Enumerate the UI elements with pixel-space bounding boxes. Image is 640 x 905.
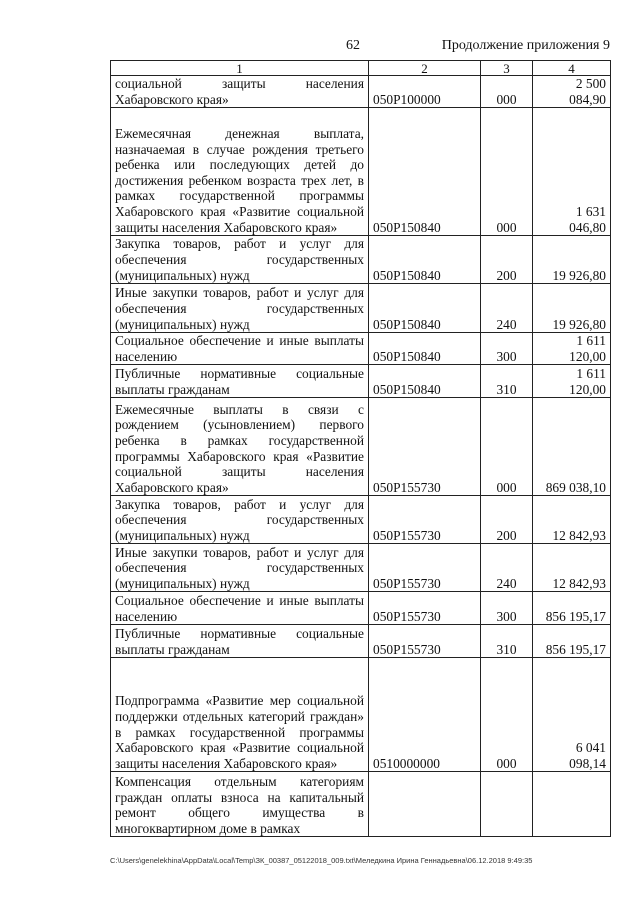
row-expense-type: 200 [481,236,533,284]
row-expense-type: 240 [481,284,533,333]
table-row [111,658,611,772]
table-row [111,496,611,544]
row-description: Социальное обеспечение и иные выплаты населению [111,333,369,365]
row-expense-type: 000 [481,658,533,772]
footer-file-path: C:\Users\genelekhina\AppData\Local\Temp\ЗК_00387_05122018_009.txt\Меледкина Ирина Геннадьевна\06.12.2018 9:49:35 [110,856,533,865]
row-amount: 19 926,80 [533,236,611,284]
row-description: Социальное обеспечение и иные выплаты населению [111,592,369,625]
column-header-1: 1 [111,61,369,76]
row-expense-type [481,772,533,837]
column-header-2: 2 [369,61,481,76]
row-description: Иные закупки товаров, работ и услуг для обеспечения государственных (муниципальных) нужд [111,284,369,333]
table-row [111,592,611,625]
row-expense-type: 310 [481,625,533,658]
appendix-continuation-note: Продолжение приложения 9 [441,38,610,53]
row-description: Ежемесячная денежная выплата, назначаемая в случае рождения третьего ребенка или последующих детей до достижения ребенком возраста трех лет, в рамках государственной программы Хабаровского края «Развитие социальной защиты населения Хабаровского края» [111,108,369,236]
row-amount: 1 631 046,80 [533,108,611,236]
table-row [111,236,611,284]
row-description: социальной защиты населения Хабаровского края» [111,76,369,108]
table-row [111,772,611,837]
row-target-code: 050P150840 [369,333,481,365]
row-expense-type: 200 [481,496,533,544]
table-row [111,76,611,108]
row-amount: 19 926,80 [533,284,611,333]
row-expense-type: 300 [481,333,533,365]
table-row [111,108,611,236]
row-description: Закупка товаров, работ и услуг для обеспечения государственных (муниципальных) нужд [111,496,369,544]
row-target-code: 050P100000 [369,76,481,108]
page-number: 62 [346,38,360,53]
row-amount: 6 041 098,14 [533,658,611,772]
page-header [0,38,640,58]
row-expense-type: 000 [481,76,533,108]
table-row [111,365,611,398]
row-description: Закупка товаров, работ и услуг для обеспечения государственных (муниципальных) нужд [111,236,369,284]
row-description: Публичные нормативные социальные выплаты гражданам [111,625,369,658]
row-amount: 12 842,93 [533,544,611,592]
row-target-code: 050P155730 [369,398,481,496]
table-row [111,625,611,658]
row-amount: 1 611 120,00 [533,333,611,365]
row-amount: 856 195,17 [533,592,611,625]
row-description: Публичные нормативные социальные выплаты гражданам [111,365,369,398]
row-expense-type: 000 [481,398,533,496]
row-description: Иные закупки товаров, работ и услуг для обеспечения государственных (муниципальных) нужд [111,544,369,592]
row-description: Ежемесячные выплаты в связи с рождением (усыновлением) первого ребенка в рамках государственной программы Хабаровского края «Развитие социальной защиты населения Хабаровского края» [111,398,369,496]
row-expense-type: 310 [481,365,533,398]
budget-table [110,60,611,837]
row-expense-type: 240 [481,544,533,592]
row-amount: 2 500 084,90 [533,76,611,108]
row-amount: 12 842,93 [533,496,611,544]
row-amount: 869 038,10 [533,398,611,496]
table-row [111,284,611,333]
row-description: Подпрограмма «Развитие мер социальной поддержки отдельных категорий граждан» в рамках государственной программы Хабаровского края «Развитие социальной защиты населения Хабаровского края» [111,658,369,772]
table-row [111,398,611,496]
row-target-code: 050P150840 [369,236,481,284]
row-amount: 856 195,17 [533,625,611,658]
row-description: Компенсация отдельным категориям граждан оплаты взноса на капитальный ремонт общего имущества в многоквартирном доме в рамках [111,772,369,837]
row-target-code: 050P155730 [369,544,481,592]
row-target-code: 050P155730 [369,592,481,625]
row-target-code: 050P150840 [369,108,481,236]
row-target-code: 0510000000 [369,658,481,772]
column-number-row [111,61,611,76]
row-expense-type: 000 [481,108,533,236]
row-amount [533,772,611,837]
row-target-code: 050P150840 [369,284,481,333]
row-amount: 1 611 120,00 [533,365,611,398]
row-target-code [369,772,481,837]
row-expense-type: 300 [481,592,533,625]
table-row [111,333,611,365]
row-target-code: 050P155730 [369,625,481,658]
column-header-4: 4 [533,61,611,76]
row-target-code: 050P155730 [369,496,481,544]
row-target-code: 050P150840 [369,365,481,398]
table-row [111,544,611,592]
column-header-3: 3 [481,61,533,76]
